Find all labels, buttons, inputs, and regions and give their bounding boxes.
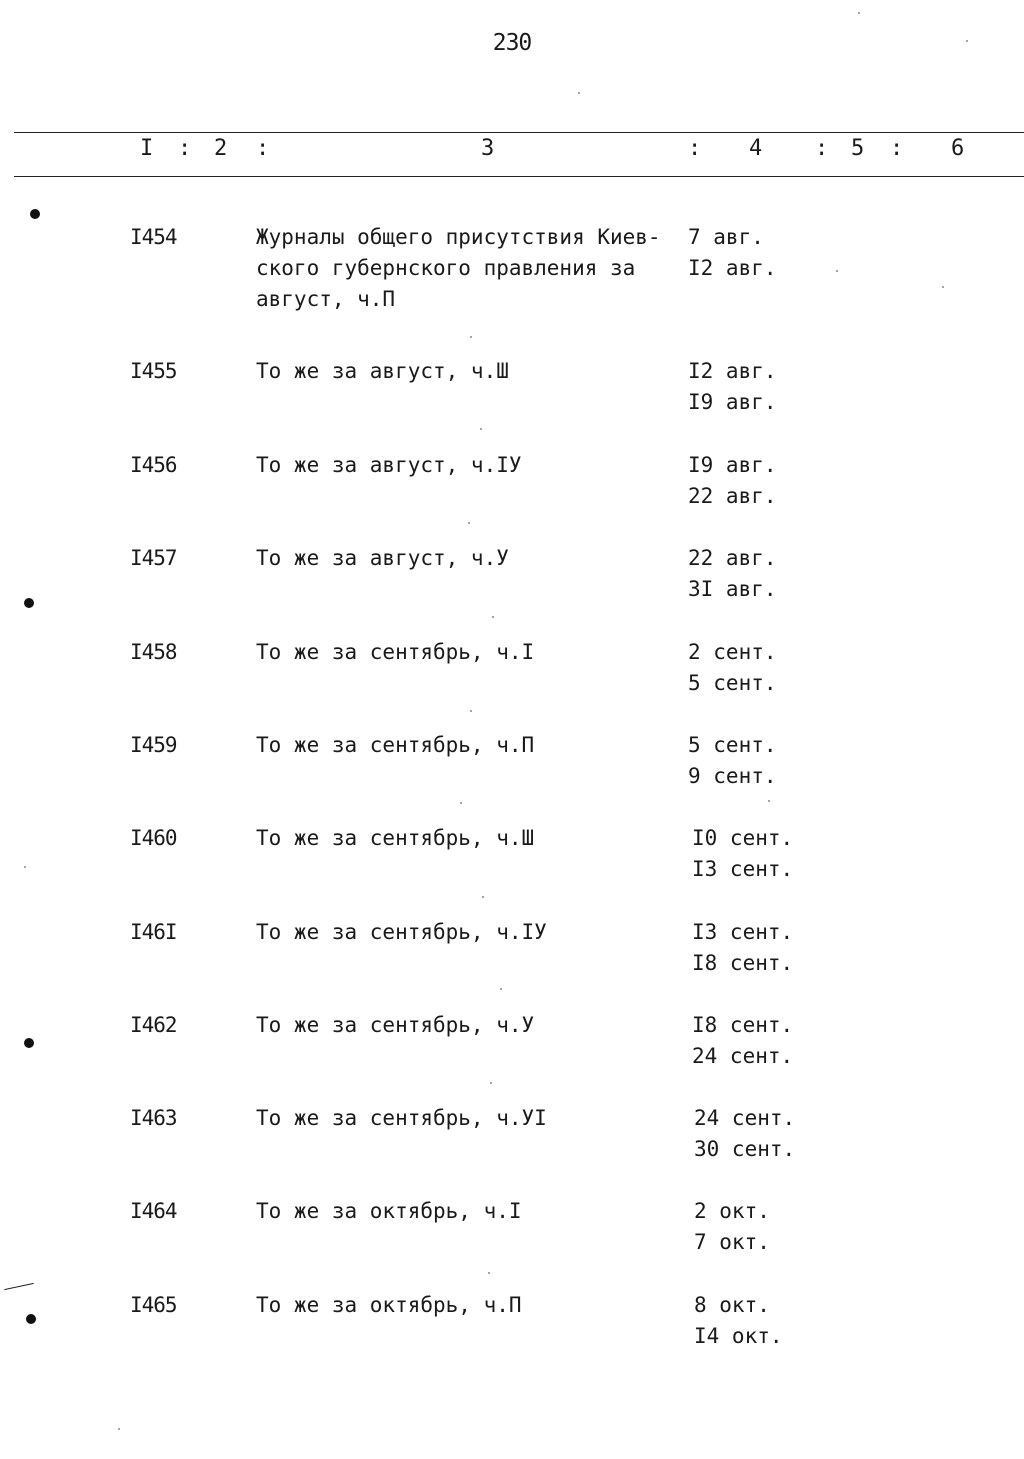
- item-title: [256, 222, 676, 315]
- item-dates: [694, 1196, 770, 1258]
- item-title-line: То же за август, ч.IУ: [256, 453, 522, 477]
- item-number: I463: [130, 1106, 177, 1130]
- end-date: 7 окт.: [694, 1230, 770, 1254]
- end-date: I9 авг.: [688, 390, 777, 414]
- scan-speck: [470, 336, 472, 338]
- end-date: I2 авг.: [688, 256, 777, 280]
- item-title: [256, 356, 676, 387]
- column-header-5: 5: [851, 136, 865, 161]
- item-title: [256, 543, 676, 574]
- scan-speck: [470, 710, 472, 712]
- item-number: I46I: [130, 920, 177, 944]
- item-number: I464: [130, 1199, 177, 1223]
- item-title-line: ского губернского правления за: [256, 256, 636, 280]
- item-title: [256, 1290, 676, 1321]
- column-separator: :: [256, 136, 270, 161]
- item-number: I454: [130, 225, 177, 249]
- column-header-4: 4: [749, 136, 763, 161]
- item-number: I457: [130, 546, 177, 570]
- start-date: I8 сент.: [692, 1013, 794, 1037]
- scan-speck: [942, 286, 944, 288]
- end-date: I8 сент.: [692, 951, 794, 975]
- scan-speck: [480, 428, 482, 430]
- end-date: 9 сент.: [688, 764, 777, 788]
- binding-hole-mark: [24, 598, 34, 608]
- item-dates: [692, 917, 793, 979]
- item-title-line: То же за сентябрь, ч.I: [256, 640, 535, 664]
- item-title: [256, 1196, 676, 1227]
- table-header-bottom-rule: [14, 176, 1024, 177]
- scan-speck: [768, 800, 770, 802]
- item-title-line: То же за сентябрь, ч.IУ: [256, 920, 547, 944]
- item-title: [256, 1103, 676, 1134]
- start-date: 5 сент.: [688, 733, 777, 757]
- binding-hole-mark: [24, 1038, 34, 1048]
- item-dates: [694, 1290, 783, 1352]
- scan-speck: [460, 802, 462, 804]
- end-date: I3 сент.: [692, 857, 794, 881]
- item-number: I465: [130, 1293, 177, 1317]
- scan-speck: [966, 40, 968, 42]
- scan-speck: [858, 12, 860, 14]
- start-date: I2 авг.: [688, 359, 777, 383]
- column-header-3: 3: [481, 136, 495, 161]
- end-date: 5 сент.: [688, 671, 777, 695]
- item-title-line: август, ч.П: [256, 287, 396, 311]
- scan-speck: [482, 896, 484, 898]
- item-title-line: То же за октябрь, ч.П: [256, 1293, 522, 1317]
- item-dates: [688, 637, 777, 699]
- item-title: [256, 1010, 676, 1041]
- scan-speck: [24, 866, 26, 868]
- item-dates: [688, 543, 777, 605]
- item-dates: [688, 450, 777, 512]
- item-dates: [692, 1010, 793, 1072]
- end-date: 3I авг.: [688, 577, 777, 601]
- item-number: I455: [130, 359, 177, 383]
- scan-speck: [578, 92, 580, 94]
- item-number: I459: [130, 733, 177, 757]
- item-title-line: То же за октябрь, ч.I: [256, 1199, 522, 1223]
- item-title-line: То же за сентябрь, ч.Ш: [256, 826, 535, 850]
- start-date: I3 сент.: [692, 920, 794, 944]
- item-title: [256, 450, 676, 481]
- end-date: 30 сент.: [694, 1137, 796, 1161]
- start-date: 2 окт.: [694, 1199, 770, 1223]
- binding-hole-mark: [30, 209, 40, 219]
- scan-speck: [500, 988, 502, 990]
- start-date: 2 сент.: [688, 640, 777, 664]
- item-title: [256, 730, 676, 761]
- end-date: 24 сент.: [692, 1044, 794, 1068]
- start-date: I0 сент.: [692, 826, 794, 850]
- start-date: 7 авг.: [688, 225, 764, 249]
- start-date: 8 окт.: [694, 1293, 770, 1317]
- start-date: I9 авг.: [688, 453, 777, 477]
- item-dates: [688, 730, 777, 792]
- column-separator: :: [178, 136, 192, 161]
- table-header-top-rule: [14, 132, 1024, 133]
- scan-speck: [490, 1082, 492, 1084]
- binding-hole-mark: [26, 1314, 36, 1324]
- item-dates: [692, 823, 793, 885]
- end-date: 22 авг.: [688, 484, 777, 508]
- item-title-line: То же за август, ч.Ш: [256, 359, 509, 383]
- item-title-line: То же за сентябрь, ч.П: [256, 733, 535, 757]
- column-header-6: 6: [951, 136, 965, 161]
- scan-speck: [492, 616, 494, 618]
- scan-speck: [836, 270, 838, 272]
- item-title: [256, 637, 676, 668]
- item-dates: [694, 1103, 795, 1165]
- start-date: 22 авг.: [688, 546, 777, 570]
- item-title-line: То же за август, ч.У: [256, 546, 509, 570]
- column-header-1: I: [140, 136, 154, 161]
- item-number: I462: [130, 1013, 177, 1037]
- item-number: I460: [130, 826, 177, 850]
- item-title: [256, 917, 676, 948]
- item-title: [256, 823, 676, 854]
- item-title-line: Журналы общего присутствия Киев-: [256, 225, 661, 249]
- page-number: 230: [492, 30, 532, 56]
- scan-speck: [468, 522, 470, 524]
- column-separator: :: [688, 136, 702, 161]
- pen-stroke-mark: [4, 1283, 34, 1290]
- item-title-line: То же за сентябрь, ч.У: [256, 1013, 535, 1037]
- start-date: 24 сент.: [694, 1106, 796, 1130]
- scan-speck: [488, 1272, 490, 1274]
- item-number: I456: [130, 453, 177, 477]
- column-header-2: 2: [214, 136, 228, 161]
- item-dates: [688, 222, 777, 284]
- end-date: I4 окт.: [694, 1324, 783, 1348]
- item-number: I458: [130, 640, 177, 664]
- column-separator: :: [815, 136, 829, 161]
- item-title-line: То же за сентябрь, ч.УI: [256, 1106, 547, 1130]
- item-dates: [688, 356, 777, 418]
- column-separator: :: [890, 136, 904, 161]
- scan-speck: [118, 1428, 120, 1430]
